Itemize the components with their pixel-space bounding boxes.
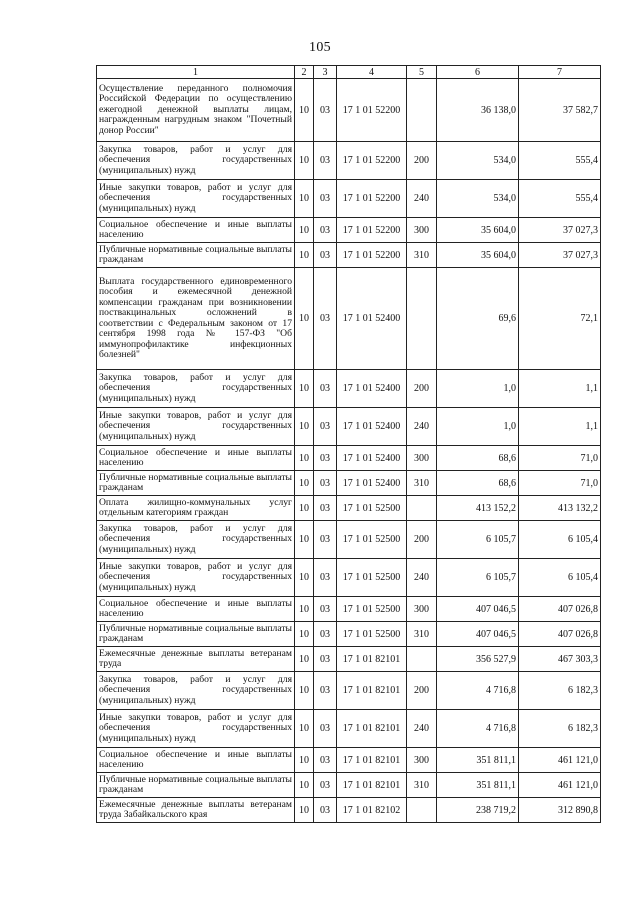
table-row xyxy=(97,748,601,773)
row-target-article: 17 1 01 82101 xyxy=(337,710,407,748)
column-header: 5 xyxy=(407,66,437,79)
row-subsection: 03 xyxy=(314,597,337,622)
row-amount-year-2: 413 132,2 xyxy=(519,496,601,521)
row-subsection: 03 xyxy=(314,218,337,243)
row-subsection: 03 xyxy=(314,243,337,268)
row-amount-year-2: 37 027,3 xyxy=(519,218,601,243)
row-expense-type xyxy=(407,798,437,823)
table-row xyxy=(97,408,601,446)
row-amount-year-2: 37 582,7 xyxy=(519,79,601,142)
row-section: 10 xyxy=(295,748,314,773)
row-description: Закупка товаров, работ и услуг для обеспечения государственных (муниципальных) нужд xyxy=(97,672,295,710)
row-expense-type: 240 xyxy=(407,559,437,597)
row-amount-year-1: 36 138,0 xyxy=(437,79,519,142)
row-expense-type: 300 xyxy=(407,218,437,243)
row-description: Иные закупки товаров, работ и услуг для обеспечения государственных (муниципальных) нужд xyxy=(97,180,295,218)
row-amount-year-1: 4 716,8 xyxy=(437,672,519,710)
column-header: 3 xyxy=(314,66,337,79)
row-expense-type: 240 xyxy=(407,710,437,748)
row-section: 10 xyxy=(295,243,314,268)
row-amount-year-2: 71,0 xyxy=(519,446,601,471)
table-row xyxy=(97,647,601,672)
row-expense-type: 200 xyxy=(407,672,437,710)
row-description: Оплата жилищно-коммунальных услуг отдельным категориям граждан xyxy=(97,496,295,521)
row-target-article: 17 1 01 52500 xyxy=(337,597,407,622)
row-subsection: 03 xyxy=(314,798,337,823)
row-description: Осуществление переданного полномочия Российской Федерации по осуществлению ежегодной денежной выплаты лицам, награжденным нагрудным знаком "Почетный донор России" xyxy=(97,79,295,142)
row-section: 10 xyxy=(295,180,314,218)
row-subsection: 03 xyxy=(314,471,337,496)
table-row xyxy=(97,370,601,408)
column-header: 1 xyxy=(97,66,295,79)
row-expense-type: 240 xyxy=(407,408,437,446)
row-description: Социальное обеспечение и иные выплаты населению xyxy=(97,748,295,773)
row-section: 10 xyxy=(295,408,314,446)
row-subsection: 03 xyxy=(314,748,337,773)
row-expense-type: 200 xyxy=(407,370,437,408)
column-header: 7 xyxy=(519,66,601,79)
table-row xyxy=(97,622,601,647)
row-subsection: 03 xyxy=(314,79,337,142)
row-amount-year-1: 351 811,1 xyxy=(437,748,519,773)
row-expense-type: 300 xyxy=(407,446,437,471)
row-target-article: 17 1 01 52400 xyxy=(337,471,407,496)
row-amount-year-1: 4 716,8 xyxy=(437,710,519,748)
row-amount-year-1: 35 604,0 xyxy=(437,218,519,243)
row-section: 10 xyxy=(295,672,314,710)
row-expense-type xyxy=(407,268,437,370)
row-description: Публичные нормативные социальные выплаты гражданам xyxy=(97,243,295,268)
row-section: 10 xyxy=(295,622,314,647)
row-target-article: 17 1 01 52400 xyxy=(337,268,407,370)
row-target-article: 17 1 01 52500 xyxy=(337,496,407,521)
row-target-article: 17 1 01 52400 xyxy=(337,446,407,471)
row-section: 10 xyxy=(295,798,314,823)
table-row xyxy=(97,268,601,370)
row-description: Публичные нормативные социальные выплаты гражданам xyxy=(97,471,295,496)
row-target-article: 17 1 01 82101 xyxy=(337,647,407,672)
row-expense-type: 240 xyxy=(407,180,437,218)
row-amount-year-2: 467 303,3 xyxy=(519,647,601,672)
row-section: 10 xyxy=(295,597,314,622)
row-amount-year-2: 407 026,8 xyxy=(519,597,601,622)
row-subsection: 03 xyxy=(314,622,337,647)
row-description: Социальное обеспечение и иные выплаты населению xyxy=(97,218,295,243)
table-header xyxy=(97,66,601,79)
row-amount-year-2: 407 026,8 xyxy=(519,622,601,647)
row-expense-type: 310 xyxy=(407,243,437,268)
row-expense-type: 310 xyxy=(407,471,437,496)
row-section: 10 xyxy=(295,370,314,408)
row-amount-year-1: 534,0 xyxy=(437,180,519,218)
row-amount-year-1: 534,0 xyxy=(437,142,519,180)
row-section: 10 xyxy=(295,496,314,521)
row-expense-type xyxy=(407,496,437,521)
row-amount-year-2: 1,1 xyxy=(519,370,601,408)
table-row xyxy=(97,672,601,710)
row-amount-year-1: 68,6 xyxy=(437,446,519,471)
row-description: Выплата государственного единовременного пособия и ежемесячной денежной компенсации гражданам при возникновении поствакцинальных осложнений в соответствии с Федеральным законом от 17 сентября 1998 года № 157-ФЗ "Об иммунопрофилактике инфекционных болезней" xyxy=(97,268,295,370)
row-amount-year-1: 407 046,5 xyxy=(437,597,519,622)
row-target-article: 17 1 01 52500 xyxy=(337,521,407,559)
row-subsection: 03 xyxy=(314,647,337,672)
row-target-article: 17 1 01 52200 xyxy=(337,180,407,218)
row-section: 10 xyxy=(295,471,314,496)
row-description: Ежемесячные денежные выплаты ветеранам труда xyxy=(97,647,295,672)
row-target-article: 17 1 01 52200 xyxy=(337,218,407,243)
row-amount-year-1: 69,6 xyxy=(437,268,519,370)
row-section: 10 xyxy=(295,647,314,672)
row-section: 10 xyxy=(295,142,314,180)
table-row xyxy=(97,773,601,798)
row-description: Иные закупки товаров, работ и услуг для обеспечения государственных (муниципальных) нужд xyxy=(97,408,295,446)
row-amount-year-2: 37 027,3 xyxy=(519,243,601,268)
row-section: 10 xyxy=(295,773,314,798)
row-section: 10 xyxy=(295,218,314,243)
row-amount-year-1: 407 046,5 xyxy=(437,622,519,647)
row-amount-year-1: 6 105,7 xyxy=(437,559,519,597)
row-description: Иные закупки товаров, работ и услуг для обеспечения государственных (муниципальных) нужд xyxy=(97,559,295,597)
row-subsection: 03 xyxy=(314,773,337,798)
row-expense-type: 200 xyxy=(407,142,437,180)
page-number: 105 xyxy=(309,40,331,55)
row-amount-year-1: 356 527,9 xyxy=(437,647,519,672)
row-subsection: 03 xyxy=(314,142,337,180)
row-description: Закупка товаров, работ и услуг для обеспечения государственных (муниципальных) нужд xyxy=(97,370,295,408)
row-amount-year-2: 6 182,3 xyxy=(519,672,601,710)
row-subsection: 03 xyxy=(314,370,337,408)
row-expense-type: 310 xyxy=(407,622,437,647)
row-subsection: 03 xyxy=(314,710,337,748)
table-row xyxy=(97,597,601,622)
row-subsection: 03 xyxy=(314,521,337,559)
table-body xyxy=(97,79,601,823)
header-row xyxy=(97,66,601,79)
row-section: 10 xyxy=(295,521,314,559)
table-row xyxy=(97,243,601,268)
table-row xyxy=(97,79,601,142)
row-subsection: 03 xyxy=(314,408,337,446)
row-amount-year-1: 35 604,0 xyxy=(437,243,519,268)
row-amount-year-2: 6 105,4 xyxy=(519,521,601,559)
row-target-article: 17 1 01 52200 xyxy=(337,243,407,268)
row-amount-year-2: 6 105,4 xyxy=(519,559,601,597)
row-amount-year-1: 68,6 xyxy=(437,471,519,496)
column-header: 6 xyxy=(437,66,519,79)
table-row xyxy=(97,471,601,496)
row-expense-type: 300 xyxy=(407,597,437,622)
row-amount-year-1: 6 105,7 xyxy=(437,521,519,559)
table-row xyxy=(97,798,601,823)
row-description: Ежемесячные денежные выплаты ветеранам труда Забайкальского края xyxy=(97,798,295,823)
table-row xyxy=(97,446,601,471)
table-row xyxy=(97,521,601,559)
row-amount-year-2: 461 121,0 xyxy=(519,773,601,798)
row-amount-year-2: 72,1 xyxy=(519,268,601,370)
row-subsection: 03 xyxy=(314,672,337,710)
row-subsection: 03 xyxy=(314,446,337,471)
row-target-article: 17 1 01 82101 xyxy=(337,672,407,710)
row-section: 10 xyxy=(295,710,314,748)
table-row xyxy=(97,142,601,180)
row-amount-year-2: 71,0 xyxy=(519,471,601,496)
row-subsection: 03 xyxy=(314,559,337,597)
row-amount-year-2: 461 121,0 xyxy=(519,748,601,773)
row-description: Закупка товаров, работ и услуг для обеспечения государственных (муниципальных) нужд xyxy=(97,142,295,180)
row-target-article: 17 1 01 82102 xyxy=(337,798,407,823)
column-header: 2 xyxy=(295,66,314,79)
row-description: Закупка товаров, работ и услуг для обеспечения государственных (муниципальных) нужд xyxy=(97,521,295,559)
row-subsection: 03 xyxy=(314,268,337,370)
row-section: 10 xyxy=(295,268,314,370)
row-subsection: 03 xyxy=(314,496,337,521)
row-target-article: 17 1 01 52200 xyxy=(337,79,407,142)
row-target-article: 17 1 01 52400 xyxy=(337,408,407,446)
row-description: Иные закупки товаров, работ и услуг для обеспечения государственных (муниципальных) нужд xyxy=(97,710,295,748)
table-row xyxy=(97,218,601,243)
row-expense-type: 300 xyxy=(407,748,437,773)
row-amount-year-1: 238 719,2 xyxy=(437,798,519,823)
row-target-article: 17 1 01 82101 xyxy=(337,748,407,773)
row-amount-year-1: 1,0 xyxy=(437,408,519,446)
row-description: Публичные нормативные социальные выплаты гражданам xyxy=(97,773,295,798)
table-row xyxy=(97,180,601,218)
row-amount-year-1: 351 811,1 xyxy=(437,773,519,798)
budget-table xyxy=(96,65,601,823)
row-section: 10 xyxy=(295,559,314,597)
row-target-article: 17 1 01 82101 xyxy=(337,773,407,798)
row-target-article: 17 1 01 52500 xyxy=(337,622,407,647)
row-amount-year-2: 555,4 xyxy=(519,142,601,180)
row-amount-year-1: 413 152,2 xyxy=(437,496,519,521)
row-subsection: 03 xyxy=(314,180,337,218)
row-target-article: 17 1 01 52400 xyxy=(337,370,407,408)
table-row xyxy=(97,559,601,597)
row-expense-type xyxy=(407,647,437,672)
row-amount-year-2: 6 182,3 xyxy=(519,710,601,748)
row-target-article: 17 1 01 52200 xyxy=(337,142,407,180)
row-description: Социальное обеспечение и иные выплаты населению xyxy=(97,446,295,471)
row-amount-year-1: 1,0 xyxy=(437,370,519,408)
row-target-article: 17 1 01 52500 xyxy=(337,559,407,597)
row-expense-type xyxy=(407,79,437,142)
table-row xyxy=(97,496,601,521)
row-amount-year-2: 312 890,8 xyxy=(519,798,601,823)
row-amount-year-2: 1,1 xyxy=(519,408,601,446)
row-description: Публичные нормативные социальные выплаты гражданам xyxy=(97,622,295,647)
row-expense-type: 200 xyxy=(407,521,437,559)
row-description: Социальное обеспечение и иные выплаты населению xyxy=(97,597,295,622)
row-section: 10 xyxy=(295,79,314,142)
row-section: 10 xyxy=(295,446,314,471)
column-header: 4 xyxy=(337,66,407,79)
row-expense-type: 310 xyxy=(407,773,437,798)
table-row xyxy=(97,710,601,748)
row-amount-year-2: 555,4 xyxy=(519,180,601,218)
